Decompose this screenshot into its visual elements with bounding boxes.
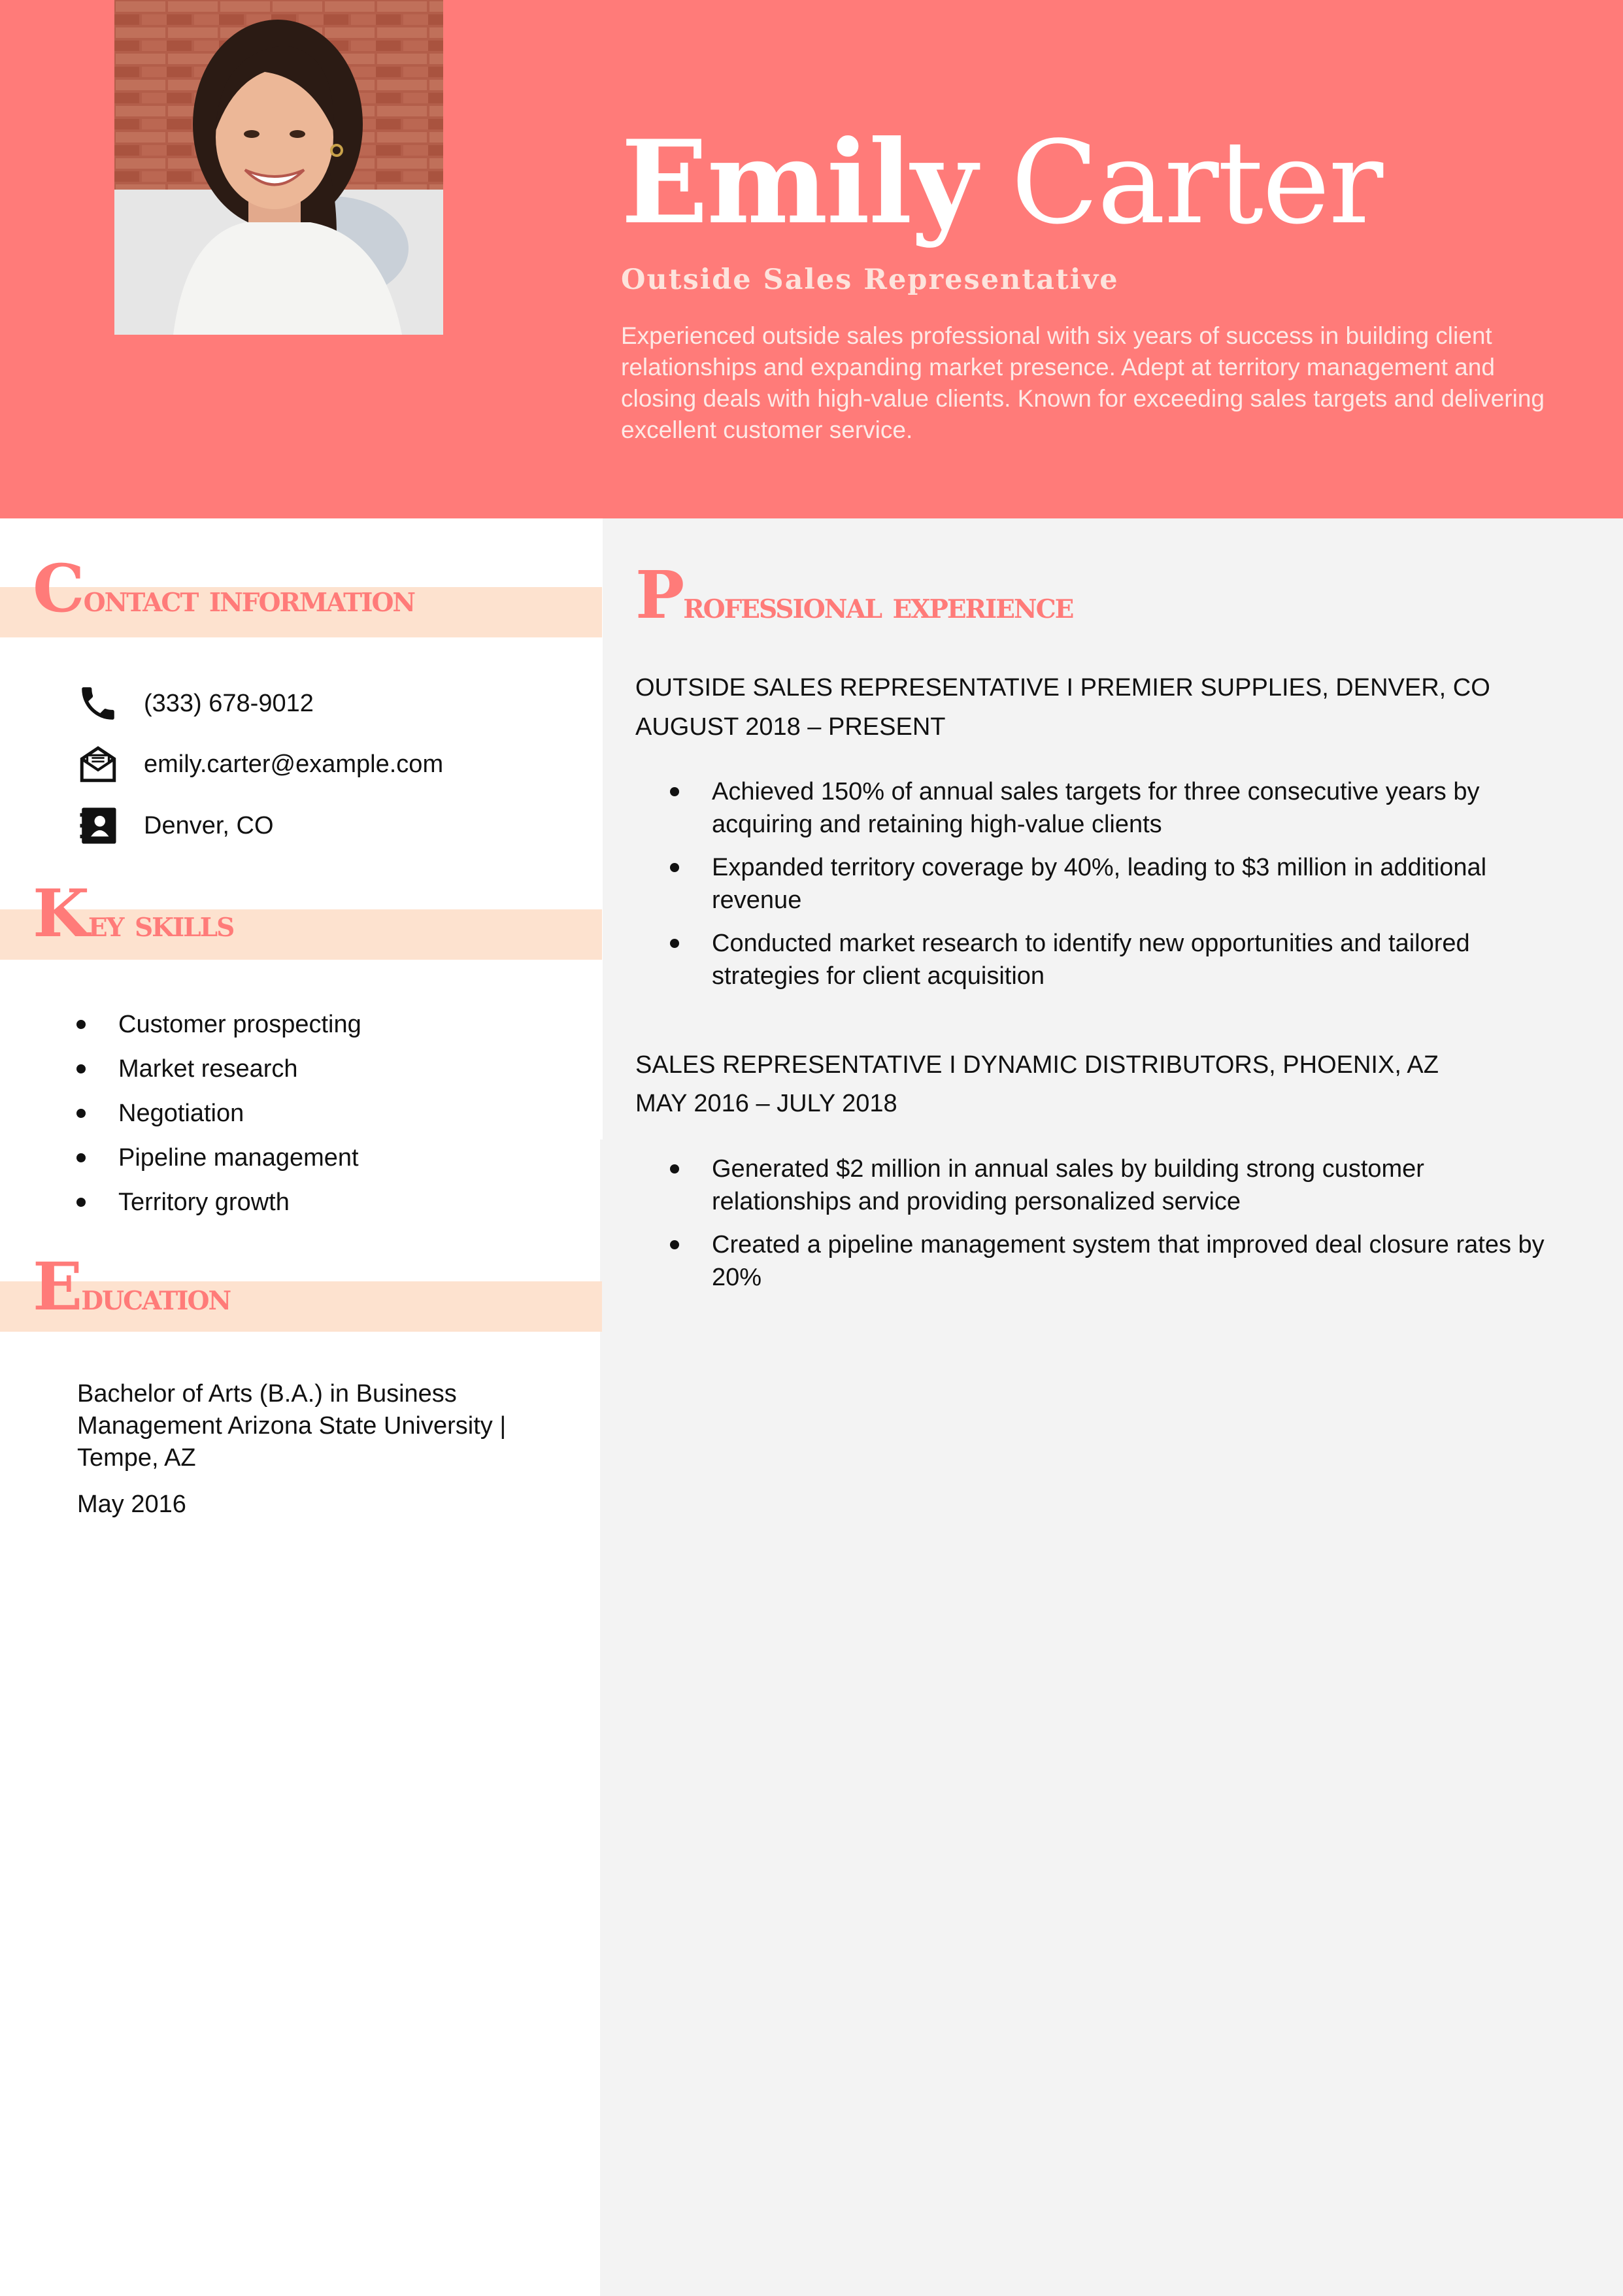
contact-phone [75, 680, 314, 727]
job-responsibilities [712, 1153, 1555, 1304]
email-address[interactable]: emily.carter@example.com [144, 751, 444, 778]
job-title: SALES REPRESENTATIVE I DYNAMIC DISTRIBUTORS, PHOENIX, AZ [635, 1051, 1439, 1079]
skill-item: Market research [118, 1053, 361, 1085]
contact-section-title: Contact information [33, 550, 415, 627]
header [0, 0, 1623, 518]
responsibility-item: Created a pipeline management system that improved deal closure rates by 20% [712, 1228, 1555, 1294]
last-name: Carter [1011, 117, 1382, 250]
job-dates: MAY 2016 – JULY 2018 [635, 1090, 897, 1117]
responsibility-item: Conducted market research to identify new opportunities and tailored strategies for client acquisition [712, 927, 1555, 992]
phone-icon [75, 681, 121, 726]
education-section-title: Education [33, 1248, 231, 1325]
responsibility-item: Generated $2 million in annual sales by building strong customer relationships and providing personalized service [712, 1153, 1555, 1218]
profile-summary: Experienced outside sales professional with six years of success in building client relationships and expanding market presence. Adept at territory management and closing deals with high-value clients. Known for exceeding sales targets and delivering excellent customer service. [621, 322, 1545, 443]
skill-item: Territory growth [118, 1186, 361, 1219]
candidate-name [621, 118, 1382, 249]
envelope-icon [75, 741, 121, 787]
profile-photo [114, 0, 443, 335]
skill-item: Pipeline management [118, 1141, 361, 1174]
education-date: May 2016 [77, 1491, 186, 1518]
first-name: Emily [621, 116, 977, 250]
contact-email [75, 741, 443, 788]
responsibility-item: Achieved 150% of annual sales targets for three consecutive years by acquiring and retaining high-value clients [712, 775, 1555, 841]
portrait-illustration [114, 0, 443, 335]
location: Denver, CO [144, 812, 274, 839]
skills-list [118, 1008, 361, 1230]
contact-location [75, 802, 274, 849]
job-responsibilities [712, 775, 1555, 1003]
job-role: Outside Sales Representative [621, 263, 1119, 296]
job-title: OUTSIDE SALES REPRESENTATIVE I PREMIER SUPPLIES, DENVER, CO [635, 674, 1490, 701]
education-degree: Bachelor of Arts (B.A.) in Business Management Arizona State University | Tempe, AZ [77, 1380, 507, 1472]
experience-section-title: Professional experience [635, 556, 1073, 633]
skills-section-title: Key skills [33, 875, 234, 952]
skill-item: Customer prospecting [118, 1008, 361, 1041]
job-dates: AUGUST 2018 – PRESENT [635, 713, 946, 741]
phone-number[interactable]: (333) 678-9012 [144, 690, 314, 717]
contact-card-icon [75, 803, 121, 849]
skill-item: Negotiation [118, 1097, 361, 1130]
responsibility-item: Expanded territory coverage by 40%, leading to $3 million in additional revenue [712, 851, 1555, 917]
